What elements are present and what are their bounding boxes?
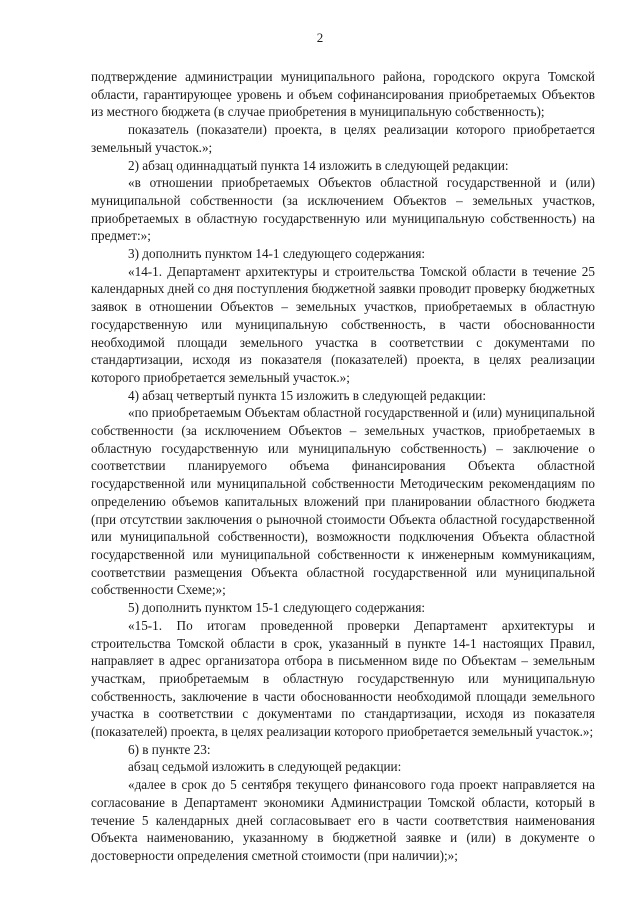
paragraph-amendment-2-text: «в отношении приобретаемых Объектов областной государственной и (или) муниципальной собственности (за исключением Объектов – земельных участков, приобретаемых в областную государственную или муниципальную собственность) на предмет:»; [91, 175, 595, 244]
paragraph-amendment-6-intro: абзац седьмой изложить в следующей редакции: [128, 759, 402, 775]
paragraph-continuation-confirmation: подтверждение администрации муниципального района, городского округа Томской области, гарантирующее уровень и объем софинансирования приобретаемых Объектов из местного бюджета (в случае приобретения в муниципальную собственность); [91, 69, 595, 120]
paragraph-amendment-5: 5) дополнить пунктом 15-1 следующего содержания: [128, 600, 426, 616]
paragraph-amendment-6: 6) в пункте 23: [128, 741, 211, 757]
paragraph-amendment-3: 3) дополнить пунктом 14-1 следующего содержания: [128, 246, 426, 262]
paragraph-amendment-4-text: «по приобретаемым Объектам областной государственной и (или) муниципальной собственности (за исключением Объектов – земельных участков, приобретаемых в областную государственную или муниципальную собственность) – заключение о соответствии планируемого объема финансирования Объекта областной государственной или муниципальной собственности Методическим рекомендациям по определению объемов капитальных вложений при планировании областного бюджета (при отсутствии заключения о рыночной стоимости Объекта областной государственной или муниципальной собственности), возможности подключения Объекта областной государственной или муниципальной собственности к инженерным коммуникациям, соответствии размещения Объекта областной государственной или муниципальной собственности Схеме;»; [91, 405, 595, 598]
paragraph-project-indicator: показатель (показатели) проекта, в целях реализации которого приобретается земельный участок.»; [91, 122, 595, 155]
page-number: 2 [316, 30, 324, 45]
paragraph-clause-15-1: «15-1. По итогам проведенной проверки Департамент архитектуры и строительства Томской области в срок, указанный в пункте 14-1 настоящих Правил, направляет в адрес организатора отбора в письменном виде по Объектам – земельным участкам, приобретаемым в областную государственную или муниципальную собственность, заключение в части обоснованности необходимой площади земельного участка в соответствии с документами по стандартизации, исходя из показателя (показателей) проекта, в целях реализации которого приобретается земельный участок.»; [91, 617, 595, 740]
paragraph-amendment-2: 2) абзац одиннадцатый пункта 14 изложить в следующей редакции: [128, 157, 509, 173]
paragraph-amendment-6-text: «далее в срок до 5 сентября текущего финансового года проект направляется на согласование в Департамент экономики Администрации Томской области, который в течение 5 календарных дней согласовывает его в части соответствия наименования Объекта наименованию, указанному в бюджетной заявке и (или) в документе о достоверности определения сметной стоимости (при наличии);»; [91, 777, 595, 863]
paragraph-clause-14-1: «14-1. Департамент архитектуры и строительства Томской области в течение 25 календарных дней со дня поступления бюджетной заявки проводит проверку бюджетных заявок в отношении Объектов – земельных участков, приобретаемых в областную государственную или муниципальную собственность, в части обоснованности необходимой площади земельного участка в соответствии с документами по стандартизации, исходя из показателя (показателей) проекта, в целях реализации которого приобретается земельный участок.»; [91, 263, 595, 385]
paragraph-amendment-4: 4) абзац четвертый пункта 15 изложить в следующей редакции: [128, 387, 486, 403]
document-body [91, 68, 595, 865]
